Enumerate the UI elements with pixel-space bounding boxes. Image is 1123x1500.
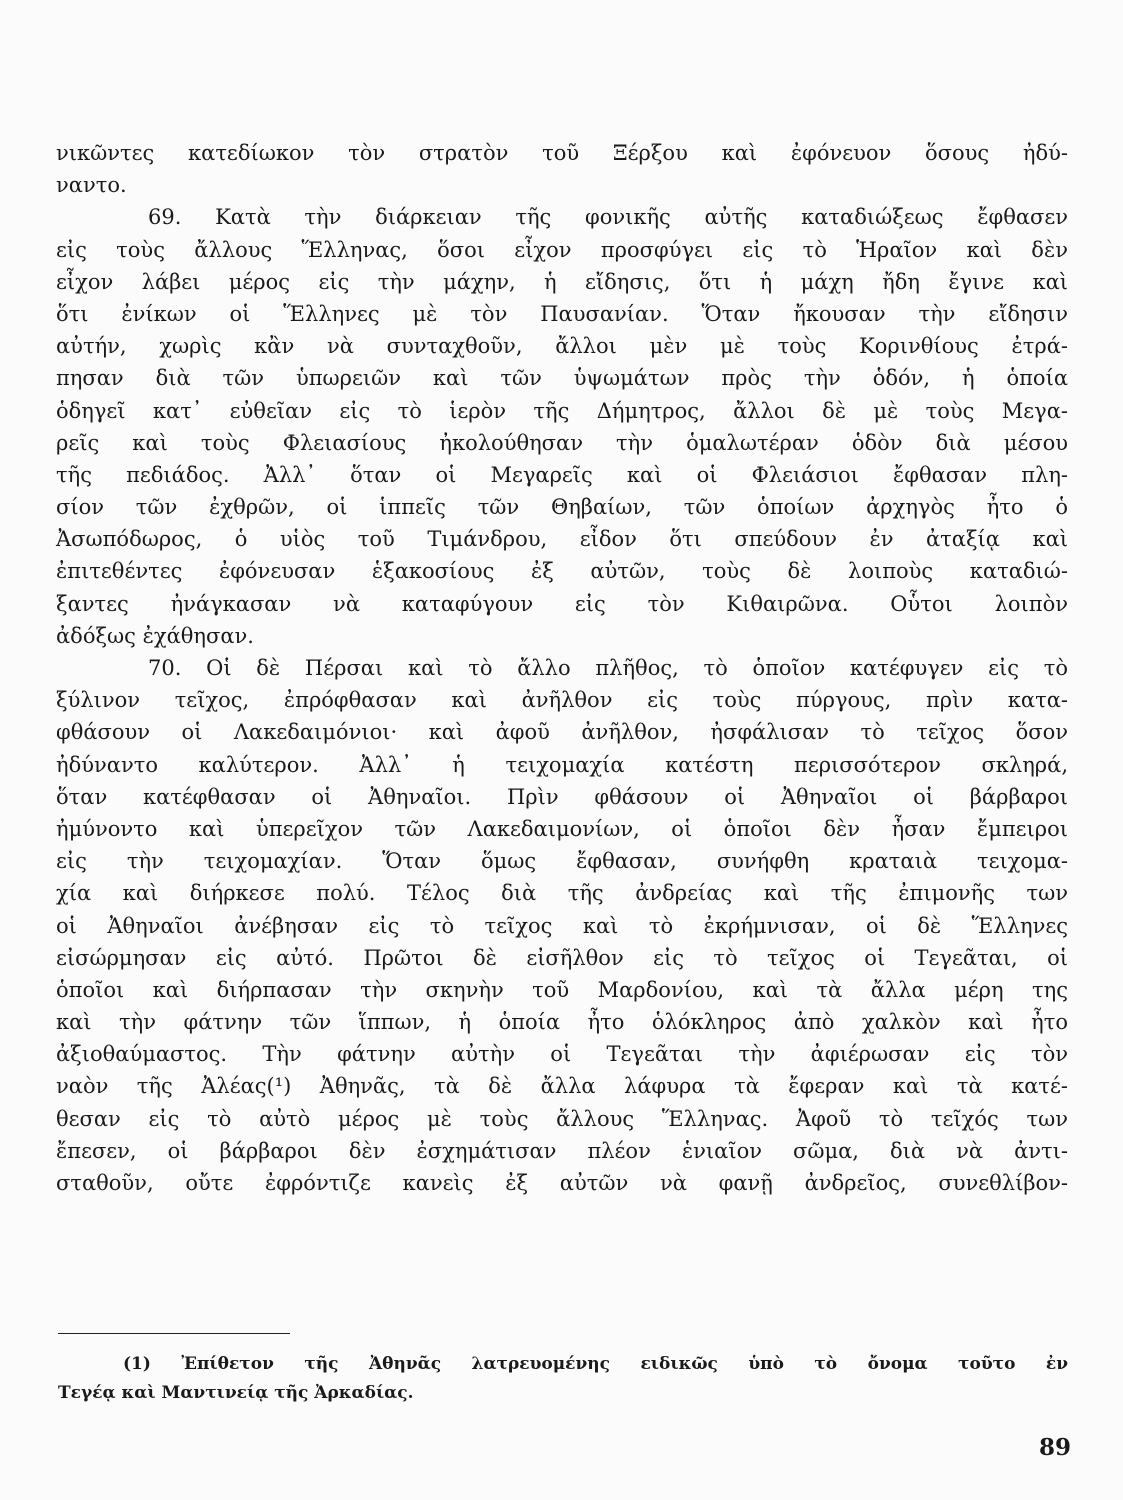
- footnote-line: (1) Ἐπίθετον τῆς Ἀθηνᾶς λατρευομένης ειδικῶς ὑπὸ τὸ ὄνομα τοῦτο ἐν: [123, 1354, 1068, 1374]
- text-line: θεσαν εἰς τὸ αὐτὸ μέρος μὲ τοὺς ἄλλους Ἕλληνας. Ἀφοῦ τὸ τεῖχός των: [56, 1106, 1068, 1131]
- footnote-line: Τεγέᾳ καὶ Μαντινείᾳ τῆς Ἀρκαδίας.: [58, 1383, 414, 1403]
- text-line: εἰς τοὺς ἄλλους Ἕλληνας, ὅσοι εἶχον προσφύγει εἰς τὸ Ἡραῖον καὶ δὲν: [56, 237, 1068, 262]
- text-line: σταθοῦν, οὔτε ἐφρόντιζε κανεὶς ἐξ αὐτῶν νὰ φανῇ ἀνδρεῖος, συνεθλίβον-: [56, 1171, 1068, 1195]
- text-line: ξαντες ἠνάγκασαν νὰ καταφύγουν εἰς τὸν Κιθαιρῶνα. Οὗτοι λοιπὸν: [56, 591, 1068, 616]
- footnote-divider: [58, 1333, 290, 1334]
- text-line: Ἀσωπόδωρος, ὁ υἱὸς τοῦ Τιμάνδρου, εἶδον ὅτι σπεύδουν ἐν ἀταξίᾳ καὶ: [56, 527, 1068, 552]
- paragraph-70-start: 70. Οἱ δὲ Πέρσαι καὶ τὸ ἄλλο πλῆθος, τὸ ὁποῖον κατέφυγεν εἰς τὸ: [148, 656, 1068, 680]
- text-line: φθάσουν οἱ Λακεδαιμόνιοι· καὶ ἀφοῦ ἀνῆλθον, ἠσφάλισαν τὸ τεῖχος ὅσον: [56, 720, 1068, 745]
- text-line: καὶ τὴν φάτνην τῶν ἵππων, ἡ ὁποία ἦτο ὁλόκληρος ἀπὸ χαλκὸν καὶ ἦτο: [56, 1010, 1068, 1035]
- text-line: ἔπεσεν, οἱ βάρβαροι δὲν ἐσχημάτισαν πλέον ἑνιαῖον σῶμα, διὰ νὰ ἀντι-: [56, 1138, 1068, 1163]
- text-line: αὐτήν, χωρὶς κἂν νὰ συνταχθοῦν, ἄλλοι μὲν μὲ τοὺς Κορινθίους ἐτρά-: [56, 334, 1068, 359]
- text-line: εἰς τὴν τειχομαχίαν. Ὅταν ὅμως ἔφθασαν, συνήφθη κραταιὰ τειχομα-: [56, 849, 1068, 874]
- body-text: [56, 137, 1068, 1199]
- text-line: ξύλινον τεῖχος, ἐπρόφθασαν καὶ ἀνῆλθον εἰς τοὺς πύργους, πρὶν κατα-: [56, 688, 1068, 713]
- text-line: ὁδηγεῖ κατ᾿ εὐθεῖαν εἰς τὸ ἱερὸν τῆς Δήμητρος, ἄλλοι δὲ μὲ τοὺς Μεγα-: [56, 398, 1068, 423]
- page-number: 89: [1038, 1434, 1071, 1461]
- text-line: ἀξιοθαύμαστος. Τὴν φάτνην αὐτὴν οἱ Τεγεᾶται τὴν ἀφιέρωσαν εἰς τὸν: [56, 1042, 1068, 1067]
- paragraph-69-start: 69. Κατὰ τὴν διάρκειαν τῆς φονικῆς αὐτῆς καταδιώξεως ἔφθασεν: [148, 205, 1068, 230]
- text-line: ἀδόξως ἐχάθησαν.: [56, 623, 254, 648]
- text-line: εἶχον λάβει μέρος εἰς τὴν μάχην, ἡ εἴδησις, ὅτι ἡ μάχη ἤδη ἔγινε καὶ: [56, 269, 1068, 294]
- text-line: ἐπιτεθέντες ἐφόνευσαν ἑξακοσίους ἐξ αὐτῶν, τοὺς δὲ λοιποὺς καταδιώ-: [56, 559, 1068, 584]
- text-line: ναὸν τῆς Ἀλέας(¹) Ἀθηνᾶς, τὰ δὲ ἄλλα λάφυρα τὰ ἔφεραν καὶ τὰ κατέ-: [56, 1074, 1068, 1099]
- text-line: πησαν διὰ τῶν ὑπωρειῶν καὶ τῶν ὑψωμάτων πρὸς τὴν ὁδόν, ἡ ὁποία: [56, 366, 1068, 391]
- footnotes: [58, 1350, 1068, 1408]
- text-line: τῆς πεδιάδος. Ἀλλ᾿ ὅταν οἱ Μεγαρεῖς καὶ οἱ Φλειάσιοι ἔφθασαν πλη-: [56, 462, 1068, 487]
- text-line: ὁποῖοι καὶ διήρπασαν τὴν σκηνὴν τοῦ Μαρδονίου, καὶ τὰ ἄλλα μέρη της: [56, 977, 1068, 1002]
- text-line: ὅτι ἐνίκων οἱ Ἕλληνες μὲ τὸν Παυσανίαν. Ὅταν ἤκουσαν τὴν εἴδησιν: [56, 301, 1068, 326]
- text-line: ἠδύναντο καλύτερον. Ἀλλ᾿ ἡ τειχομαχία κατέστη περισσότερον σκληρά,: [56, 752, 1068, 777]
- text-line: ρεῖς καὶ τοὺς Φλειασίους ἠκολούθησαν τὴν ὁμαλωτέραν ὁδὸν διὰ μέσου: [56, 430, 1068, 455]
- text-line: νικῶντες κατεδίωκον τὸν στρατὸν τοῦ Ξέρξου καὶ ἐφόνευον ὅσους ἠδύ-: [56, 141, 1068, 165]
- text-line: ναντο.: [56, 173, 127, 198]
- text-line: χία καὶ διήρκεσε πολύ. Τέλος διὰ τῆς ἀνδρείας καὶ τῆς ἐπιμονῆς των: [56, 881, 1068, 906]
- text-line: οἱ Ἀθηναῖοι ἀνέβησαν εἰς τὸ τεῖχος καὶ τὸ ἐκρήμνισαν, οἱ δὲ Ἕλληνες: [56, 913, 1068, 938]
- text-line: σίον τῶν ἐχθρῶν, οἱ ἱππεῖς τῶν Θηβαίων, τῶν ὁποίων ἀρχηγὸς ἦτο ὁ: [56, 495, 1068, 520]
- text-line: εἰσώρμησαν εἰς αὐτό. Πρῶτοι δὲ εἰσῆλθον εἰς τὸ τεῖχος οἱ Τεγεᾶται, οἱ: [56, 945, 1068, 970]
- text-line: ἠμύνοντο καὶ ὑπερεῖχον τῶν Λακεδαιμονίων, οἱ ὁποῖοι δὲν ἦσαν ἔμπειροι: [56, 816, 1068, 841]
- text-line: ὅταν κατέφθασαν οἱ Ἀθηναῖοι. Πρὶν φθάσουν οἱ Ἀθηναῖοι οἱ βάρβαροι: [56, 784, 1068, 809]
